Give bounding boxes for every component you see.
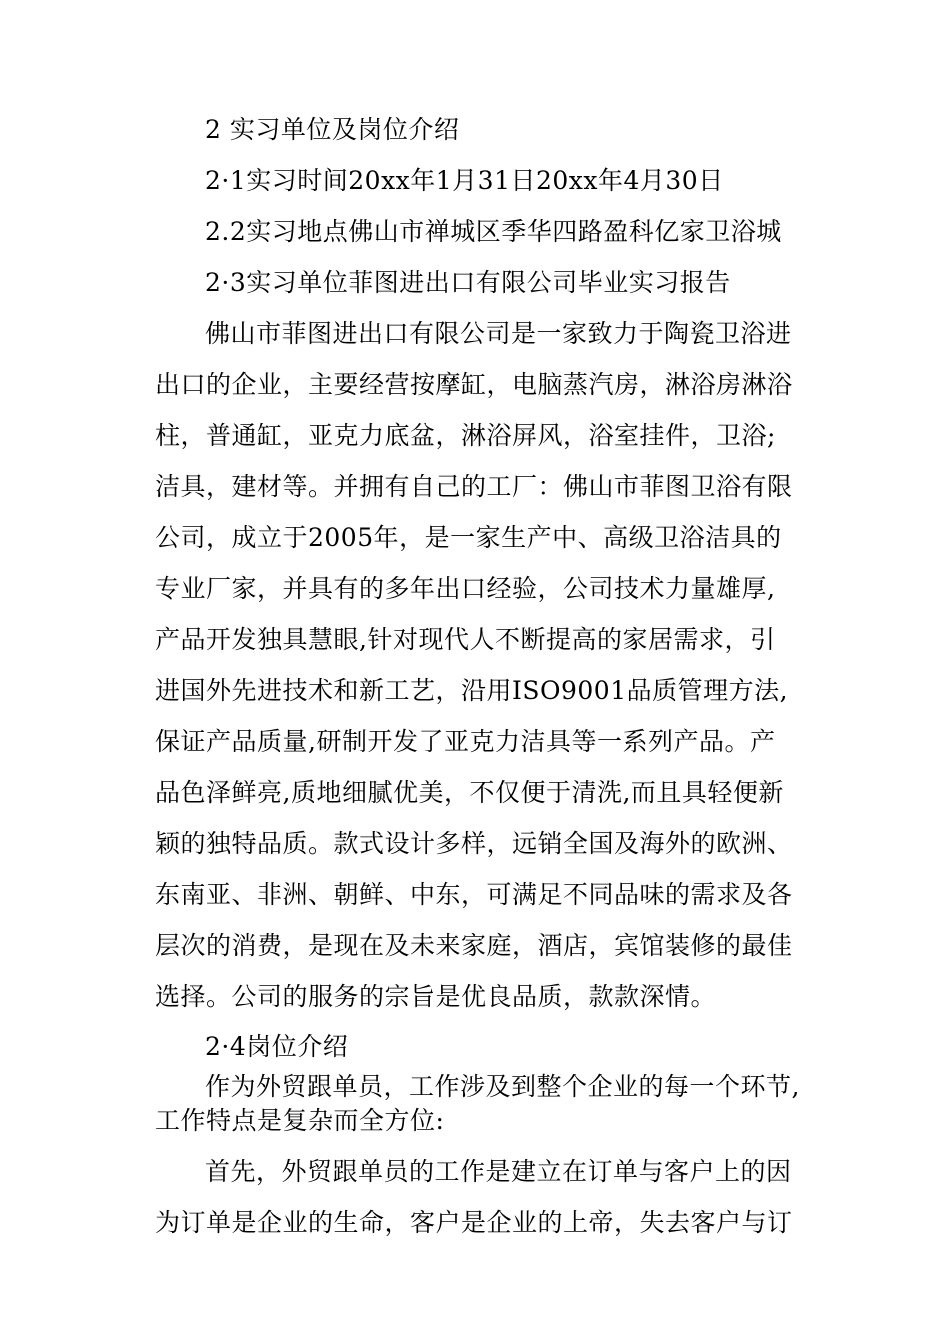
paragraph-line: 工作特点是复杂而全方位: bbox=[155, 1106, 445, 1135]
paragraph-line: 产品开发独具慧眼,针对现代人不断提高的家居需求，引 bbox=[155, 625, 776, 654]
paragraph-line: 专业厂家，并具有的多年出口经验，公司技术力量雄厚, bbox=[155, 574, 776, 603]
paragraph-line: 出口的企业，主要经营按摩缸，电脑蒸汽房，淋浴房淋浴 bbox=[155, 370, 793, 399]
paragraph-line: 层次的消费，是现在及未来家庭，酒店，宾馆装修的最佳 bbox=[155, 931, 793, 960]
paragraph-line: 柱，普通缸，亚克力底盆，淋浴屏风，浴室挂件，卫浴; bbox=[155, 421, 776, 450]
paragraph-line: 选择。公司的服务的宗旨是优良品质，款款深情。 bbox=[155, 982, 717, 1011]
paragraph-line: 进国外先进技术和新工艺，沿用ISO9001品质管理方法, bbox=[155, 676, 789, 705]
heading-section-2: 2 实习单位及岗位介绍 bbox=[205, 115, 460, 144]
paragraph-line: 为订单是企业的生命，客户是企业的上帝，失去客户与订 bbox=[155, 1208, 793, 1237]
paragraph-line: 颖的独特品质。款式设计多样，远销全国及海外的欧洲、 bbox=[155, 829, 793, 858]
paragraph-line: 作为外贸跟单员，工作涉及到整个企业的每一个环节, bbox=[205, 1072, 800, 1101]
heading-internship-unit: 2·3实习单位菲图进出口有限公司毕业实习报告 bbox=[205, 268, 731, 297]
paragraph-line: 东南亚、非洲、朝鲜、中东，可满足不同品味的需求及各 bbox=[155, 880, 793, 909]
paragraph-line: 佛山市菲图进出口有限公司是一家致力于陶瓷卫浴进 bbox=[205, 319, 792, 348]
paragraph-line: 首先，外贸跟单员的工作是建立在订单与客户上的因 bbox=[205, 1157, 792, 1186]
paragraph-line: 公司，成立于2005年，是一家生产中、高级卫浴洁具的 bbox=[155, 523, 782, 552]
paragraph-line: 洁具，建材等。并拥有自己的工厂：佛山市菲图卫浴有限 bbox=[155, 472, 793, 501]
heading-internship-time: 2·1实习时间20xx年1月31日20xx年4月30日 bbox=[205, 166, 724, 195]
paragraph-line: 保证产品质量,研制开发了亚克力洁具等一系列产品。产 bbox=[155, 727, 776, 756]
heading-job-intro: 2·4岗位介绍 bbox=[205, 1032, 349, 1061]
heading-internship-location: 2.2实习地点佛山市禅城区季华四路盈科亿家卫浴城 bbox=[205, 217, 782, 246]
paragraph-line: 品色泽鲜亮,质地细腻优美，不仅便于清洗,而且具轻便新 bbox=[155, 778, 784, 807]
